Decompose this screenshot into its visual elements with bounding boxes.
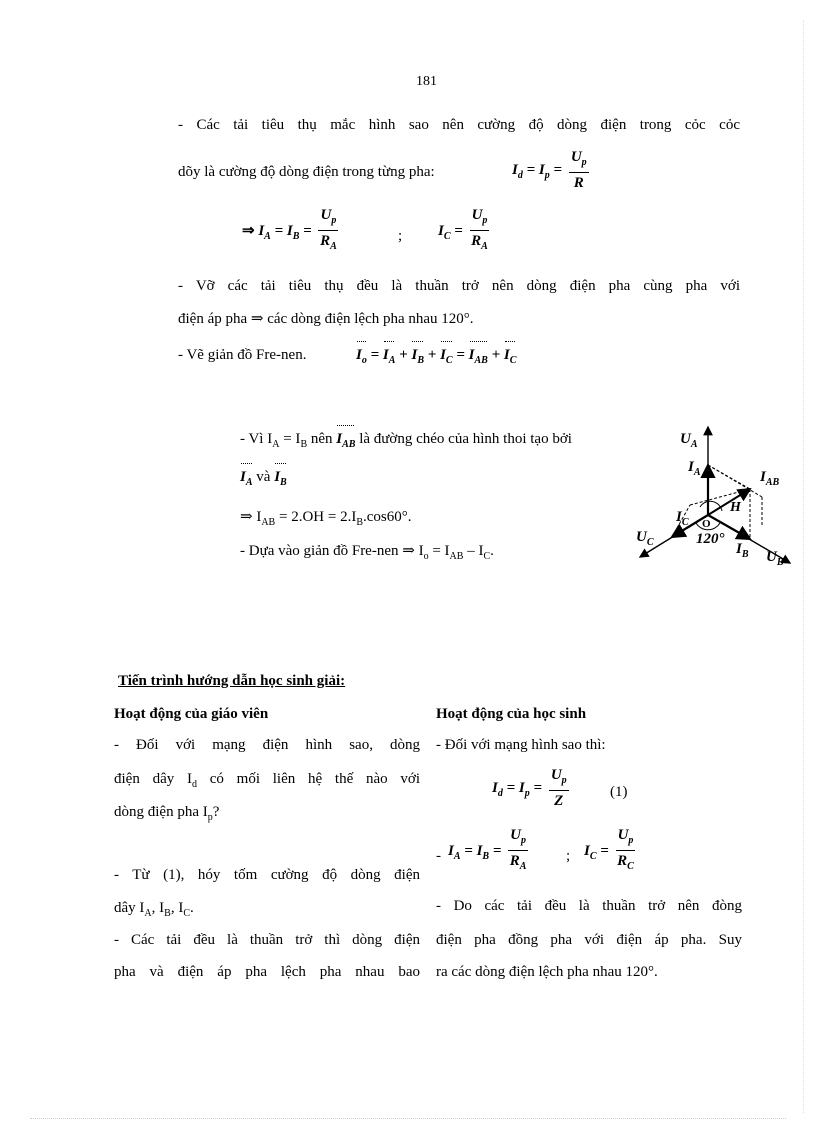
teacher-q1-line3: dòng điện pha $I_p$? bbox=[114, 804, 220, 823]
para1-line2 bbox=[178, 162, 435, 182]
para1-line2-text: dõy là cường độ dòng điện trong từng pha: bbox=[178, 164, 435, 180]
student-a3-line2: điện pha đồng pha với điện áp pha. Suy bbox=[436, 932, 742, 948]
para2-line1: - Vỡ các tải tiêu thụ đều là thuần trở nên dòng điện pha cùng pha với bbox=[178, 278, 740, 294]
student-eq2-dash: - bbox=[436, 848, 441, 864]
ib-label: $I_B$ bbox=[736, 541, 749, 560]
page-number: 181 bbox=[416, 74, 437, 89]
ua-label: $U_A$ bbox=[680, 431, 698, 450]
uc-label: $U_C$ bbox=[636, 529, 654, 548]
teacher-q2-line1: - Từ (1), hóy tốm cường độ dòng điện bbox=[114, 867, 420, 883]
student-eq1: $I_d = I_p$ = $\frac{U_p}{Z}$ bbox=[492, 767, 567, 809]
teacher-q1-line2: điện dây $I_d$ có mối liên hệ thế nào với bbox=[114, 771, 420, 790]
student-a3-line3: ra các dòng điện lệch pha nhau 120°. bbox=[436, 964, 658, 980]
equation-separator: ; bbox=[398, 228, 403, 244]
diagram-line1: - Vì $I_A = I_B$ nên $I_{AB}$ là đường chéo của hình thoi tạo bởi bbox=[240, 429, 572, 455]
student-eq2-c: $I_C$ = $\frac{U_p}{R_C}$ bbox=[584, 827, 634, 872]
para1-line1: - Các tải tiêu thụ mắc hình sao nên cường độ dòng điện trong cỏc cỏc bbox=[178, 117, 740, 133]
page-edge-dots bbox=[803, 20, 804, 1113]
ub-label: $U_B$ bbox=[766, 549, 784, 568]
diagram-line4: - Dựa vào giản đồ Fre-nen ⇒ $I_o = I_{AB} - I_C$. bbox=[240, 543, 494, 562]
student-eq1-label: (1) bbox=[610, 784, 628, 800]
teacher-q3-line2: pha và điện áp pha lệch pha nhau bao bbox=[114, 964, 420, 980]
iab-label: $I_{AB}$ bbox=[760, 469, 780, 488]
student-eq2-ab: $I_A = I_B$ = $\frac{U_p}{R_A}$ bbox=[448, 827, 527, 872]
o-label: O bbox=[702, 518, 711, 530]
ic-label: $I_C$ bbox=[676, 509, 689, 528]
equation-id-ip: $I_d = I_p$ = $\frac{U_p}{R}$ bbox=[512, 149, 587, 191]
teacher-q3-line1: - Các tải đều là thuần trở thì dòng điện bbox=[114, 932, 420, 948]
student-a3-line1: - Do các tải đều là thuần trở nên đòng bbox=[436, 898, 742, 914]
teacher-q2-line2: dây $I_A$, $I_B$, $I_C$. bbox=[114, 900, 194, 919]
angle-label: 120° bbox=[696, 531, 725, 547]
h-label: H bbox=[730, 500, 741, 515]
diagram-line2: $I_A$ và $I_B$ bbox=[240, 467, 287, 493]
ia-label: $I_A$ bbox=[688, 459, 701, 478]
student-a1: - Đối với mạng hình sao thì: bbox=[436, 737, 606, 753]
fresnel-equation: $I_o = I_A + I_B + I_C = I_{AB} + I_C$ bbox=[356, 345, 516, 371]
equation-ic: $I_C$ = $\frac{U_p}{R_A}$ bbox=[438, 207, 488, 252]
equation-ia-ib: ⇒ $I_A = I_B$ = $\frac{U_p}{R_A}$ bbox=[242, 207, 337, 252]
phasor-diagram bbox=[630, 415, 800, 575]
section-title: Tiến trình hướng dẫn học sinh giải: bbox=[118, 673, 346, 689]
student-eq2-separator: ; bbox=[566, 848, 571, 864]
para2-line2: điện áp pha ⇒ các dòng điện lệch pha nhau 120°. bbox=[178, 311, 474, 327]
diagram-line3: ⇒ $I_{AB} = 2.OH = 2.I_B.\cos 60^\circ$. bbox=[240, 509, 412, 528]
fresnel-label: - Vẽ giản đồ Fre-nen. bbox=[178, 347, 307, 363]
student-header: Hoạt động của học sinh bbox=[436, 706, 587, 722]
page-bottom-dots bbox=[30, 1118, 786, 1119]
teacher-header: Hoạt động của giáo viên bbox=[114, 706, 269, 722]
teacher-q1-line1: - Đối với mạng điện hình sao, dòng bbox=[114, 737, 420, 753]
